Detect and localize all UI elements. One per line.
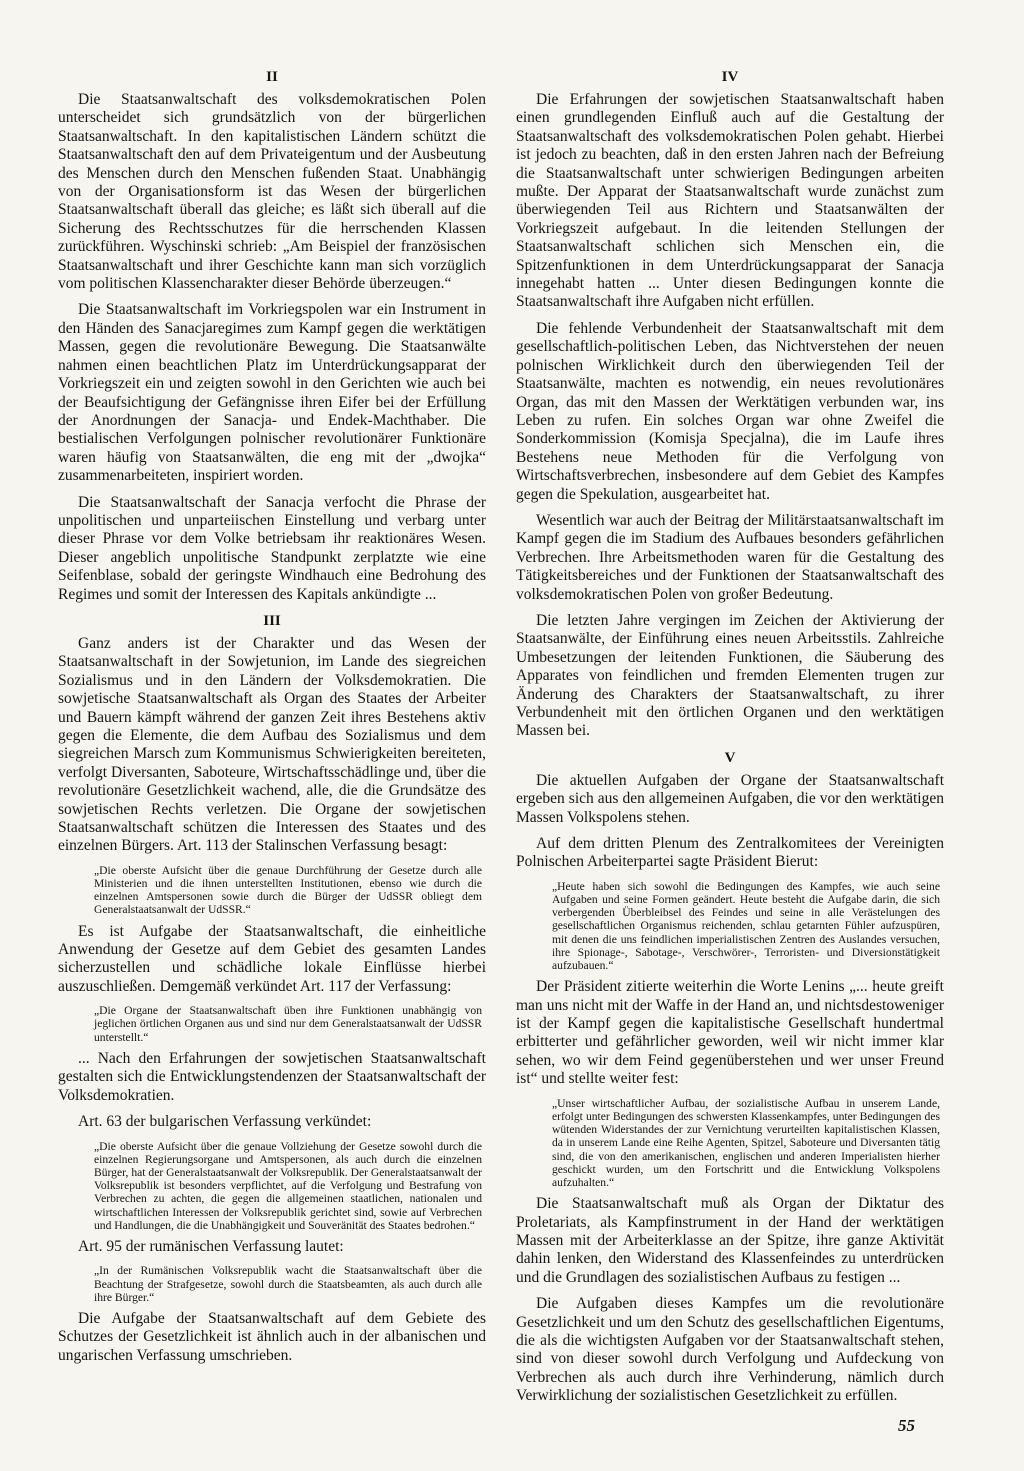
- paragraph: Die Aufgabe der Staatsanwaltschaft auf dem Gebiete des Schutzes der Gesetzlichkeit ist ähnlich auch in der albanischen und ungarischen Verfassung umschrieben.: [58, 1309, 486, 1364]
- paragraph: Die letzten Jahre vergingen im Zeichen der Aktivierung der Staatsanwälte, der Einführung eines neuen Arbeitsstils. Zahlreiche Umbesetzungen der leitenden Funktionen, die Säuberung des Apparates von feindlichen und fremden Elementen trugen zur Änderung des Charakters der Staatsanwaltschaft, zu ihrer Verbundenheit mit den örtlichen Organen und den werktätigen Massen bei.: [516, 611, 944, 740]
- paragraph: Art. 95 der rumänischen Verfassung lautet:: [78, 1237, 344, 1255]
- section-heading-iii: III: [263, 612, 281, 629]
- paragraph: Die Staatsanwaltschaft muß als Organ der Diktatur des Proletariats, als Kampfinstrument in der Hand der werktätigen Massen mit der Arbeiterklasse an der Spitze, ihre ganze Aktivität dahin lenken, den Widerstand des Klassenfeindes zu unterdrücken und die Grundlagen des sozialistischen Aufbaus zu festigen ...: [516, 1195, 944, 1286]
- paragraph: Die fehlende Verbundenheit der Staatsanwaltschaft mit dem gesellschaftlich-politischen Leben, das Nichtverstehen der neuen polnischen Wirklichkeit durch den überwiegenden Teil der Staatsanwälte, machten es notwendig, ein neues revolutionäres Organ, das mit den Massen der Werktätigen verbunden war, ins Leben zu rufen. Ein solches Organ war ohne Zweifel die Sonderkommission (Komisja Specjalna), die im Laufe ihres Bestehens neue Methoden für die Verfolgung von Wirtschaftsverbrechen, insbesondere auf dem Gebiet des Kampfes gegen die Spekulation, ausgearbeitet hat.: [516, 319, 944, 503]
- paragraph: Wesentlich war auch der Beitrag der Militärstaatsanwaltschaft im Kampf gegen die im Stadium des Aufbaues besonders gefährlichen Verbrechen. Ihre Arbeitsmethoden waren für die Gestaltung des Tätigkeitsbereiches und der Funktionen der Staatsanwaltschaft des volksdemokratischen Polen von großer Bedeutung.: [516, 511, 944, 603]
- quote-block: „Die Organe der Staatsanwaltschaft üben ihre Funktionen unabhängig von jeglichen örtlichen Organen aus und sind nur dem Generalstaatsanwalt der UdSSR unterstellt.“: [94, 1004, 482, 1044]
- paragraph: Die aktuellen Aufgaben der Organe der Staatsanwaltschaft ergeben sich aus den allgemeinen Aufgaben, die vor den werktätigen Massen Volkspolens stehen.: [516, 771, 944, 826]
- section-heading-ii: II: [266, 69, 278, 85]
- quote-block: „In der Rumänischen Volksrepublik wacht die Staatsanwaltschaft über die Beachtung der Strafgesetze, sowohl durch die Staatsbeamten, als auch durch alle ihre Bürger.“: [94, 1264, 482, 1304]
- page-number: 55: [898, 1416, 915, 1435]
- paragraph: Die Staatsanwaltschaft der Sanacja verfocht die Phrase der unpolitischen und unparteiischen Einstellung und verbarg unter dieser Phrase vor dem Volke betriebsam ihr reaktionäres Wesen. Dieser angeblich unpolitische Standpunkt zerplatzte wie eine Seifenblase, sobald der geringste Windhauch eine Bedrohung des Regimes und somit der Interessen des Kapitals ankündigte ...: [58, 493, 486, 603]
- paragraph: Auf dem dritten Plenum des Zentralkomitees der Vereinigten Polnischen Arbeiterpartei sagte Präsident Bierut:: [516, 835, 944, 871]
- paragraph: Der Präsident zitierte weiterhin die Worte Lenins „... heute greift man uns nicht mit der Waffe in der Hand an, und nichtsdestoweniger ist der Kampf gegen die kapitalistische Gesellschaft hundertmal erbitterter und gefährlicher geworden, weil wir nicht immer klar sehen, wo wir dem Feind gegenüberstehen und wer unser Freund ist“ und stellte weiter fest:: [516, 978, 944, 1088]
- quote-block: „Die oberste Aufsicht über die genaue Vollziehung der Gesetze sowohl durch die einzelnen Regierungsorgane und Amtspersonen, als auch durch die einzelnen Bürger, hat der Generalstaatsanwalt der Volksrepublik. Der Generalstaatsanwalt der Volksrepublik ist besonders verpflichtet, auf die Verfolgung und Bestrafung von Verbrechen zu achten, die gegen die allgemeinen staatlichen, nationalen und wirtschaftlichen Interessen der Volksrepublik gerichtet sind, sowie auf Verbrechen und Handlungen, die die Unabhängigkeit und Souveränität des Staates bedrohen.“: [94, 1139, 482, 1232]
- paragraph: ... Nach den Erfahrungen der sowjetischen Staatsanwaltschaft gestalten sich die Entwicklungstendenzen der Staatsanwaltschaft der Volksdemokratien.: [58, 1049, 486, 1104]
- quote-block: „Unser wirtschaftlicher Aufbau, der sozialistische Aufbau in unserem Lande, erfolgt unter Bedingungen des schwersten Klassenkampfes, unter Bedingungen des wütenden Widerstandes der zur Vernichtung verurteilten kapitalistischen Klassen, da in unserem Lande eine Reihe Agenten, Spitzel, Saboteure und Diversanten tätig sind, die von den amerikanischen, englischen und anderen Imperialisten hierher geschickt wurden, um den Fortschritt und die Entwicklung Volkspolens aufzuhalten.“: [552, 1096, 940, 1189]
- right-column: [516, 68, 944, 1414]
- quote-block: „Heute haben sich sowohl die Bedingungen des Kampfes, wie auch seine Aufgaben und seine Formen geändert. Heute besteht die Aufgabe darin, die sich verbergenden Überbleibsel des Feindes und seine in alle Verästelungen des gesellschaftlichen Organismus reichenden, schlau getarnten Fühler aufzuspüren, mit denen die uns feindlichen imperialistischen Zentren des Auslandes versuchen, ihre Spionage-, Sabotage-, Verschwörer-, Terroristen- und Diversionstätigkeit aufzubauen.“: [552, 879, 940, 973]
- section-heading-v: V: [724, 749, 736, 766]
- paragraph: Die Staatsanwaltschaft des volksdemokratischen Polen unterscheidet sich grundsätzlich von der bürgerlichen Staatsanwaltschaft. In den kapitalistischen Ländern schützt die Staatsanwaltschaft den auf dem Privateigentum und der Ausbeutung des Menschen durch den Menschen fußenden Staat. Unabhängig von der Organisationsform ist das Wesen der bürgerlichen Staatsanwaltschaft überall das gleiche; es läßt sich überall auf die Sicherung des Rechtsschutzes für die herrschenden Klassen zurückführen. Wyschinski schrieb: „Am Beispiel der französischen Staatsanwaltschaft und ihrer Geschichte kann man sich vorzüglich vom politischen Klassencharakter dieser Behörde überzeugen.“: [58, 91, 486, 293]
- paragraph: Die Erfahrungen der sowjetischen Staatsanwaltschaft haben einen grundlegenden Einfluß auch auf die Gestaltung der Staatsanwaltschaft des volksdemokratischen Polen gehabt. Hierbei ist jedoch zu beachten, daß in den ersten Jahren nach der Befreiung die Staatsanwaltschaft unter schwierigen Bedingungen arbeiten mußte. Der Apparat der Staatsanwaltschaft wurde zunächst zum überwiegenden Teil aus Richtern und Staatsanwälten der Vorkriegszeit aufgebaut. In die leitenden Stellungen der Staatsanwaltschaft schlichen sich Menschen ein, die Spitzenfunktionen in dem Unterdrückungsapparat der Sanacja innegehabt hatten ... Unter diesen Bedingungen konnte die Staatsanwaltschaft ihre Aufgaben nicht erfüllen.: [516, 91, 944, 311]
- paragraph: Art. 63 der bulgarischen Verfassung verkündet:: [78, 1113, 372, 1131]
- quote-block: „Die oberste Aufsicht über die genaue Durchführung der Gesetze durch alle Ministerien und die ihnen unterstellten Institutionen, ebenso wie durch die einzelnen Amtspersonen sowie durch die Bürger der UdSSR obliegt dem Generalstaatsanwalt der UdSSR.“: [94, 863, 482, 917]
- section-heading-iv: IV: [721, 69, 739, 85]
- paragraph: Es ist Aufgabe der Staatsanwaltschaft, die einheitliche Anwendung der Gesetze auf dem Gebiet des gesamten Landes sicherzustellen und schädliche lokale Einflüsse hierbei auszuschließen. Demgemäß verkündet Art. 117 der Verfassung:: [58, 922, 486, 995]
- paragraph: Die Staatsanwaltschaft im Vorkriegspolen war ein Instrument in den Händen des Sanacjaregimes zum Kampf gegen die werktätigen Massen, gegen die revolutionäre Bewegung. Die Staatsanwälte nahmen einen beachtlichen Platz im Unterdrückungsapparat der Vorkriegszeit ein und zeigten sowohl in den Gerichten wie auch bei der Beaufsichtigung der Gefängnisse ihren Eifer bei der Erfüllung der Anordnungen der Sanacja- und Endek-Machthaber. Die bestialischen Verfolgungen polnischer revolutionärer Funktionäre waren häufig von Staatsanwälten, die eng mit der „dwojka“ zusammenarbeiteten, inspiriert worden.: [58, 301, 486, 485]
- paragraph: Die Aufgaben dieses Kampfes um die revolutionäre Gesetzlichkeit und um den Schutz des gesellschaftlichen Eigentums, die als die wichtigsten Aufgaben vor der Staatsanwaltschaft stehen, sind von dieser sowohl durch Verfolgung und Aufdeckung von Verbrechen als auch durch ihre Verhinderung, nämlich durch Verwirklichung der sozialistischen Gesetzlichkeit zu erfüllen.: [516, 1295, 944, 1405]
- left-column: [58, 68, 486, 1373]
- paragraph: Ganz anders ist der Charakter und das Wesen der Staatsanwaltschaft in der Sowjetunion, im Lande des siegreichen Sozialismus und in den Ländern der Volksdemokratien. Die sowjetische Staatsanwaltschaft als Organ des Staates der Arbeiter und Bauern kämpft während der ganzen Zeit ihres Bestehens aktiv gegen die Elemente, die dem Aufbau des Sozialismus und dem siegreichen Marsch zum Kommunismus Schwierigkeiten bereiteten, verfolgt Diversanten, Saboteure, Wirtschaftsschädlinge und, über die revolutionäre Gesetzlichkeit wachend, alle, die die Grundsätze des sowjetischen Rechts verletzen. Die Organe der sowjetischen Staatsanwaltschaft schützen die Interessen des Staates und des einzelnen Bürgers. Art. 113 der Stalinschen Verfassung besagt:: [58, 634, 486, 855]
